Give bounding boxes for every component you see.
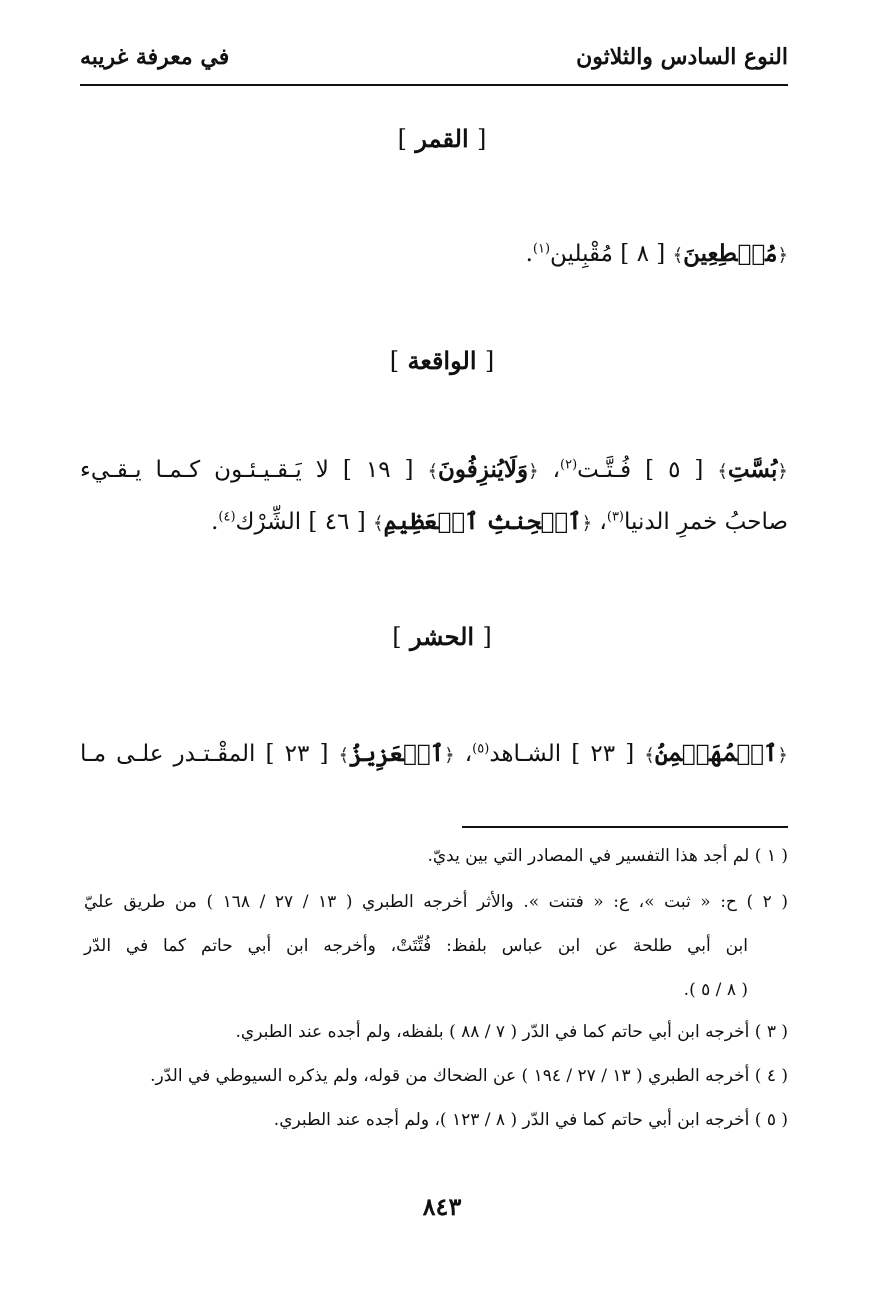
footnote-rule — [462, 826, 788, 828]
page-number: ٨٤٣ — [422, 1192, 462, 1221]
quran-bracket-close: ﴾ — [373, 513, 384, 534]
quran-word: ٱلۡحِنثِ ٱلۡعَظِيمِ — [383, 508, 582, 535]
footnote: ( ٢ ) ح: « ثبت »، ع: « فتنت ». والأثر أخرجه الطبري ( ١٣ / ٢٧ / ١٦٨ ) من طريق عليّ — [84, 892, 788, 912]
quran-bracket-open: ﴿ — [528, 461, 539, 482]
quran-word: بُسَّتِ — [727, 456, 778, 483]
verse-number: ٢٣ — [590, 741, 616, 767]
footnote-number: ٥ — [766, 1110, 776, 1130]
footnote-text: ح: « ثبت »، ع: « فتنت ». والأثر أخرجه الطبري ( ١٣ / ٢٧ / ١٦٨ ) من طريق عليّ — [84, 892, 737, 912]
topic-title: في معرفة غريبه — [80, 44, 230, 70]
verse-number: ١٩ — [365, 457, 391, 483]
punctuation: . — [211, 509, 219, 535]
footnote-ref: ٢ — [565, 457, 573, 473]
section-title-text: القمر — [415, 124, 469, 153]
quran-bracket-close: ﴾ — [427, 461, 439, 482]
quran-word: وَلَايُنزِفُونَ — [438, 456, 529, 483]
section-title-text: الواقعة — [407, 346, 477, 375]
section-title-qamar: [ القمر ] — [397, 124, 487, 153]
footnote-text: ابن أبي طلحة عن ابن عباس بلفظ: فُتِّتَتْ، وأخرجه ابن أبي حاتم كما في الدّر — [84, 936, 748, 956]
footnote-ref: ٤ — [223, 509, 231, 525]
gloss-meaning: صاحبُ خمرِ الدنيا — [624, 509, 788, 535]
footnote-text: أخرجه ابن أبي حاتم كما في الدّر ( ٨ / ١٢٣ )، ولم أجده عند الطبري. — [273, 1110, 750, 1130]
footnote: ( ١ ) لم أجد هذا التفسير في المصادر التي بين يديّ. — [427, 846, 788, 866]
footnote-text: لم أجد هذا التفسير في المصادر التي بين يديّ. — [427, 846, 750, 866]
quran-bracket-open: ﴿ — [777, 745, 788, 766]
footnote-number: ٤ — [766, 1066, 776, 1086]
gloss-meaning: مُقْبِلين — [550, 241, 613, 267]
gloss-meaning: فُـتَّـت — [577, 457, 632, 483]
punctuation: . — [525, 241, 533, 267]
footnote-ref: ٥ — [477, 741, 485, 757]
section-title-text: الحشر — [409, 622, 475, 651]
quran-bracket-close: ﴾ — [338, 745, 350, 766]
gloss-meaning: الشـاهد — [489, 741, 562, 767]
footnote: ( ٥ ) أخرجه ابن أبي حاتم كما في الدّر ( ٨ / ١٢٣ )، ولم أجده عند الطبري. — [273, 1110, 788, 1130]
footnote-text: أخرجه الطبري ( ١٣ / ٢٧ / ١٩٤ ) عن الضحاك من قوله، ولم يذكره السيوطي في الدّر. — [150, 1066, 750, 1086]
footnote-continuation — [84, 936, 748, 956]
footnote-number: ٢ — [762, 892, 772, 912]
footnote: ( ٤ ) أخرجه الطبري ( ١٣ / ٢٧ / ١٩٤ ) عن الضحاك من قوله، ولم يذكره السيوطي في الدّر. — [150, 1066, 788, 1086]
footnote-text: ( ٨ / ٥ ). — [683, 980, 748, 1000]
quran-bracket-close: ﴾ — [672, 245, 684, 266]
verse-number: ٥ — [668, 457, 681, 483]
footnote-ref: ٣ — [611, 509, 619, 525]
gloss-meaning: لا يَـقـيـئـون كـمـا يـقـيء — [80, 457, 329, 483]
quran-bracket-close: ﴾ — [717, 461, 728, 482]
section-title-hashr: [ الحشر ] — [392, 622, 492, 651]
quran-bracket-open: ﴿ — [581, 513, 593, 534]
gloss-line: ﴿بُسَّتِ﴾ [ ٥ ] فُـتَّـت$^{(٢)}$، ﴿وَلَايُنزِفُونَ﴾ [ ١٩ ] لا يَـقـيـئـون كـمـا يـقـيء — [80, 456, 788, 483]
gloss-line: ﴿ٱلۡمُهَيۡمِنُ﴾ [ ٢٣ ] الشـاهد$^{(٥)}$، ﴿ٱلۡعَزِيزُ﴾ [ ٢٣ ] المقْـتـدر علـى مـا — [80, 740, 788, 767]
quran-bracket-open: ﴿ — [444, 745, 455, 766]
quran-word: مُهۡطِعِينَ — [683, 240, 778, 267]
footnote-number: ٣ — [766, 1022, 776, 1042]
quran-word: ٱلۡمُهَيۡمِنُ — [654, 740, 778, 767]
quran-bracket-open: ﴿ — [777, 461, 788, 482]
gloss-meaning: الشِّرْك — [235, 509, 302, 535]
verse-number: ٨ — [636, 241, 649, 267]
footnote-number: ١ — [766, 846, 776, 866]
gloss-line: صاحبُ خمرِ الدنيا$^{(٣)}$، ﴿ٱلۡحِنثِ ٱلۡعَظِيمِ﴾ [ ٤٦ ] الشِّرْك$^{(٤)}$. — [211, 508, 788, 535]
footnote-text: أخرجه ابن أبي حاتم كما في الدّر ( ٧ / ٨٨ ) بلفظه، ولم أجده عند الطبري. — [235, 1022, 750, 1042]
gloss-line: ﴿مُهۡطِعِينَ﴾ [ ٨ ] مُقْبِلين$^{(١)}$. — [525, 240, 788, 267]
quran-bracket-close: ﴾ — [644, 745, 655, 766]
quran-bracket-open: ﴿ — [777, 245, 788, 266]
gloss-meaning: المقْـتـدر علـى مـا — [80, 741, 256, 767]
footnote: ( ٣ ) أخرجه ابن أبي حاتم كما في الدّر ( ٧ / ٨٨ ) بلفظه، ولم أجده عند الطبري. — [235, 1022, 788, 1042]
verse-number: ٤٦ — [324, 509, 350, 535]
header-rule — [80, 84, 788, 86]
quran-word: ٱلۡعَزِيزُ — [349, 740, 445, 767]
running-header — [80, 40, 788, 84]
verse-number: ٢٣ — [284, 741, 310, 767]
section-title-waqia: [ الواقعة ] — [389, 346, 495, 375]
chapter-title: النوع السادس والثلاثون — [576, 44, 788, 70]
footnote-continuation — [84, 980, 748, 1000]
footnote-ref: ١ — [537, 241, 545, 257]
